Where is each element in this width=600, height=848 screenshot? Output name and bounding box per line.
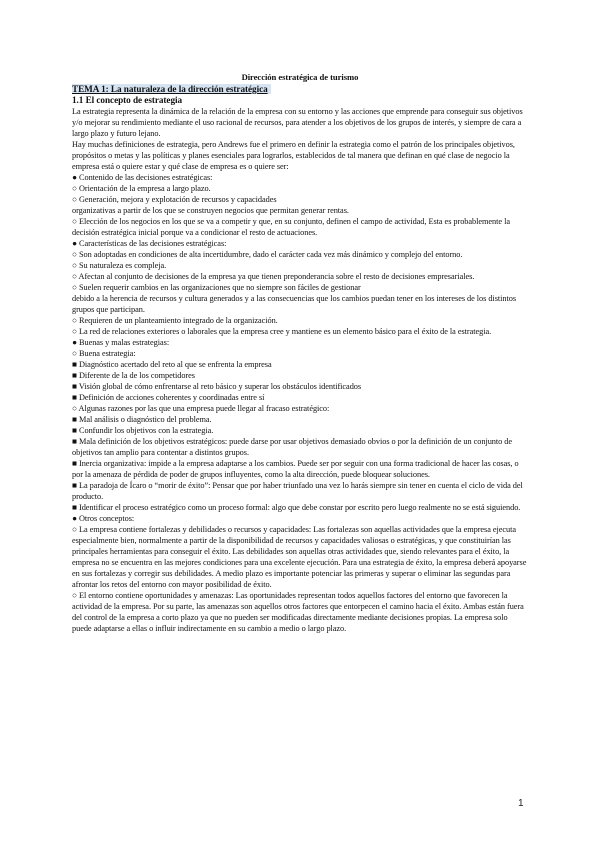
paragraph: Hay muchas definiciones de estrategia, pero Andrews fue el primero en definir la estrategia como el patrón de los principales objetivos, propósitos o metas y las políticas y planes esenciales para lograrlos, establecidos de tal manera que definan en qué clase de negocio la empresa está o quiere estar y qué clase de empresa es o quiere ser: [72,140,515,171]
paragraph: ■ Diferente de la de los competidores [72,371,195,380]
paragraph: ○ La red de relaciones exteriores o laborales que la empresa cree y mantiene es un elemento básico para el éxito de la estrategia. [72,327,492,336]
paragraph: ○ Buena estrategia: [72,349,136,358]
page-number: 1 [518,798,524,809]
paragraph: ■ Inercia organizativa: impide a la empresa adaptarse a los cambios. Puede ser por seguir con una forma tradicional de hacer las cosas, o por la amenaza de pérdida de poder de grupos influyentes, como la alta dirección, puede bloquear soluciones. [72,459,519,479]
paragraph: ● Contenido de las decisiones estratégicas: [72,173,213,182]
paragraph: ○ Algunas razones por las que una empresa puede llegar al fracaso estratégico: [72,404,330,413]
paragraph: ○ El entorno contiene oportunidades y amenazas: Las oportunidades representan todos aquellos factores del entorno que favorecen la actividad de la empresa. Por su parte, las amenazas son aquellos otros factores que entorpecen el camino hacia el éxito. Ambas están fuera del control de la empresa a corto plazo ya que no pueden ser modificadas directamente mediante decisiones propias. La empresa solo puede adaptarse a ellas o influir indirectamente en su cambio a medio o largo plazo. [72,591,524,633]
paragraph: ○ Orientación de la empresa a largo plazo. [72,184,211,193]
paragraph: ■ Diagnóstico acertado del reto al que se enfrenta la empresa [72,360,272,369]
paragraph: ○ Generación, mejora y explotación de recursos y capacidades [72,195,277,204]
paragraph: ● Buenas y malas estrategias: [72,338,170,347]
paragraph: ■ Mal análisis o diagnóstico del problema. [72,415,212,424]
paragraph: organizativas a partir de los que se construyen negocios que permitan generar rentas. [72,206,349,215]
document-title: Dirección estratégica de turismo [241,72,359,82]
paragraph: ○ La empresa contiene fortalezas y debilidades o recursos y capacidades: Las fortalezas son aquellas actividades que la empresa ejecuta especialmente bien, normalmente a partir de la disponibilidad de recursos y capacidades valiosas o estratégicas, y que constituirían las principales herramientas para conseguir el éxito. Las debilidades son aquellas otras actividades que, siendo relevantes para el éxito, la empresa no se encuentra en las mejores condiciones para una excelente ejecución. Para una estrategia de éxito, la empresa deberá apoyarse en sus fortalezas y corregir sus debilidades. A medio plazo es importante potenciar las primeras y superar o eliminar las segundas para afrontar los retos del entorno con mayor posibilidad de éxito. [72,525,527,589]
document-body [72,72,528,634]
paragraph: ● Otros conceptos: [72,514,135,523]
paragraph: La estrategia representa la dinámica de la relación de la empresa con su entorno y las acciones que emprende para conseguir sus objetivos y/o mejorar su rendimiento mediante el uso racional de recursos, para atender a los objetivos de los grupos de interés, y siempre de cara a largo plazo y futuro lejano. [72,107,523,138]
paragraph: ■ Definición de acciones coherentes y coordinadas entre sí [72,393,265,402]
paragraph: ■ La paradoja de Ícaro o “morir de éxito”: Pensar que por haber triunfado una vez lo harás siempre sin tener en cuenta el ciclo de vida del producto. [72,481,523,501]
paragraph: ○ Afectan al conjunto de decisiones de la empresa ya que tienen preponderancia sobre el resto de decisiones empresariales. [72,272,475,281]
paragraph: debido a la herencia de recursos y cultura generados y a las consecuencias que los cambios puedan tener en los intereses de los distintos grupos que participan. [72,294,517,314]
paragraph-list [72,106,528,634]
paragraph: ○ Requieren de un planteamiento integrado de la organización. [72,316,278,325]
paragraph: ○ Su naturaleza es compleja. [72,261,167,270]
paragraph: ■ Visión global de cómo enfrentarse al reto básico y superar los obstáculos identificados [72,382,362,391]
section-heading: 1.1 El concepto de estrategia [72,95,183,105]
paragraph: ○ Elección de los negocios en los que se va a competir y que, en su conjunto, definen el campo de actividad, Esta es probablemente la decisión estratégica inicial porque va a condicionar el resto de actuaciones. [72,217,510,237]
paragraph: ■ Identificar el proceso estratégico como un proceso formal: algo que debe constar por escrito pero luego realmente no se está siguiendo. [72,503,521,512]
tema-heading [72,84,528,95]
paragraph: ■ Confundir los objetivos con la estrategia. [72,426,214,435]
paragraph: ○ Suelen requerir cambios en las organizaciones que no siempre son fáciles de gestionar [72,283,361,292]
paragraph: ■ Mala definición de los objetivos estratégicos: puede darse por usar objetivos demasiado obvios o por la definición de un conjunto de objetivos tan amplio para contentar a distintos grupos. [72,437,513,457]
paragraph: ○ Son adoptadas en condiciones de alta incertidumbre, dado el carácter cada vez más dinámico y complejo del entorno. [72,250,463,259]
tema-heading-text: TEMA 1: La naturaleza de la dirección estratégica [72,84,271,94]
paragraph: ● Características de las decisiones estratégicas: [72,239,227,248]
